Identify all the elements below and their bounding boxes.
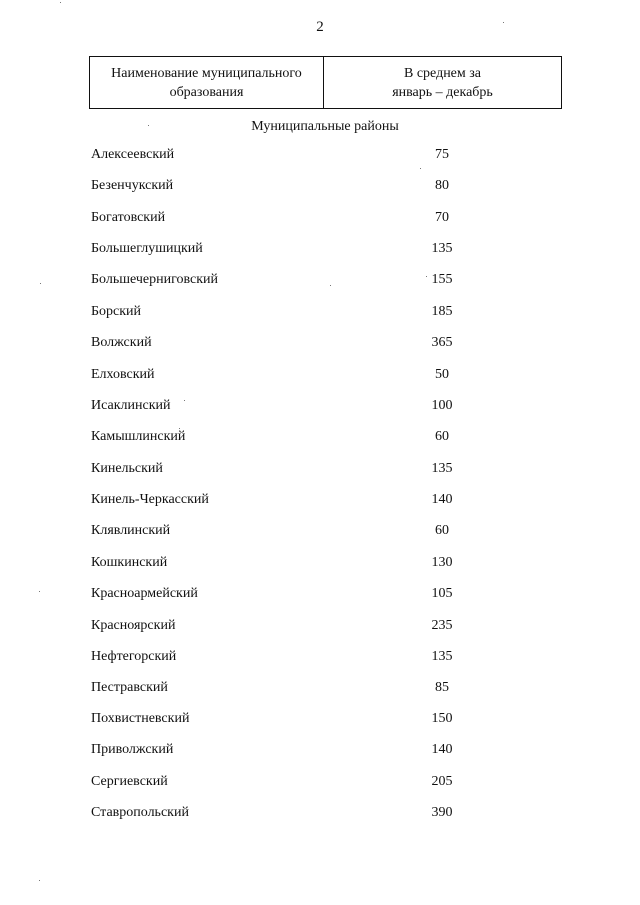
- page-number: 2: [316, 19, 324, 35]
- row-value: 80: [435, 178, 449, 193]
- scan-speck: [179, 428, 180, 429]
- row-name: Красноярский: [91, 618, 176, 633]
- row-value: 60: [435, 429, 449, 444]
- table-row: [0, 680, 640, 700]
- scan-speck: [503, 22, 504, 23]
- row-name: Кошкинский: [91, 555, 168, 570]
- row-value: 150: [431, 711, 453, 726]
- scan-speck: [40, 283, 41, 284]
- row-value: 60: [435, 523, 449, 538]
- scan-speck: [39, 880, 40, 881]
- section-title: Муниципальные районы: [251, 119, 399, 134]
- row-value: 75: [435, 147, 449, 162]
- row-name: Красноармейский: [91, 586, 198, 601]
- row-value: 140: [431, 492, 453, 507]
- header-municipality-line2: образования: [169, 84, 244, 100]
- scan-speck: [184, 400, 185, 401]
- table-row: [0, 178, 640, 198]
- table-row: [0, 398, 640, 418]
- table-row: [0, 742, 640, 762]
- row-name: Сергиевский: [91, 774, 168, 789]
- row-name: Волжский: [91, 335, 152, 350]
- row-name: Клявлинский: [91, 523, 171, 538]
- table-row: [0, 335, 640, 355]
- table-row: [0, 210, 640, 230]
- row-value: 105: [431, 586, 453, 601]
- row-name: Елховский: [91, 367, 155, 382]
- table-row: [0, 805, 640, 825]
- header-average-line2: январь – декабрь: [392, 84, 493, 100]
- table-row: [0, 272, 640, 292]
- row-value: 135: [431, 649, 453, 664]
- row-name: Безенчукский: [91, 178, 174, 193]
- table-row: [0, 367, 640, 387]
- scan-speck: [330, 285, 331, 286]
- table-row: [0, 429, 640, 449]
- row-value: 135: [431, 461, 453, 476]
- row-name: Камышлинский: [91, 429, 186, 444]
- row-value: 205: [431, 774, 453, 789]
- table-row: [0, 147, 640, 167]
- scan-speck: [39, 591, 40, 592]
- scan-speck: [148, 125, 149, 126]
- table-row: [0, 774, 640, 794]
- row-value: 70: [435, 210, 449, 225]
- table-row: [0, 461, 640, 481]
- row-name: Пестравский: [91, 680, 168, 695]
- row-value: 235: [431, 618, 453, 633]
- row-name: Кинельский: [91, 461, 163, 476]
- table-row: [0, 304, 640, 324]
- row-value: 135: [431, 241, 453, 256]
- scan-speck: [420, 168, 421, 169]
- scan-speck: [426, 276, 427, 277]
- row-name: Богатовский: [91, 210, 166, 225]
- row-value: 185: [431, 304, 453, 319]
- row-value: 100: [431, 398, 453, 413]
- row-name: Нефтегорский: [91, 649, 177, 664]
- row-name: Большеглушицкий: [91, 241, 203, 256]
- row-value: 85: [435, 680, 449, 695]
- row-name: Похвистневский: [91, 711, 190, 726]
- table-row: [0, 523, 640, 543]
- row-name: Борский: [91, 304, 142, 319]
- table-row: [0, 711, 640, 731]
- table-row: [0, 492, 640, 512]
- row-name: Большечерниговский: [91, 272, 219, 287]
- row-value: 390: [431, 805, 453, 820]
- row-value: 140: [431, 742, 453, 757]
- row-value: 155: [431, 272, 453, 287]
- row-name: Исаклинский: [91, 398, 171, 413]
- row-value: 365: [431, 335, 453, 350]
- row-name: Ставропольский: [91, 805, 189, 820]
- table-row: [0, 555, 640, 575]
- scan-speck: [60, 2, 61, 3]
- row-value: 50: [435, 367, 449, 382]
- table-row: [0, 241, 640, 261]
- row-name: Алексеевский: [91, 147, 175, 162]
- row-name: Кинель-Черкасский: [91, 492, 209, 507]
- table-row: [0, 618, 640, 638]
- row-value: 130: [431, 555, 453, 570]
- header-average-line1: В среднем за: [403, 65, 481, 81]
- header-municipality-line1: Наименование муниципального: [111, 65, 302, 81]
- table-row: [0, 649, 640, 669]
- table-row: [0, 586, 640, 606]
- row-name: Приволжский: [91, 742, 174, 757]
